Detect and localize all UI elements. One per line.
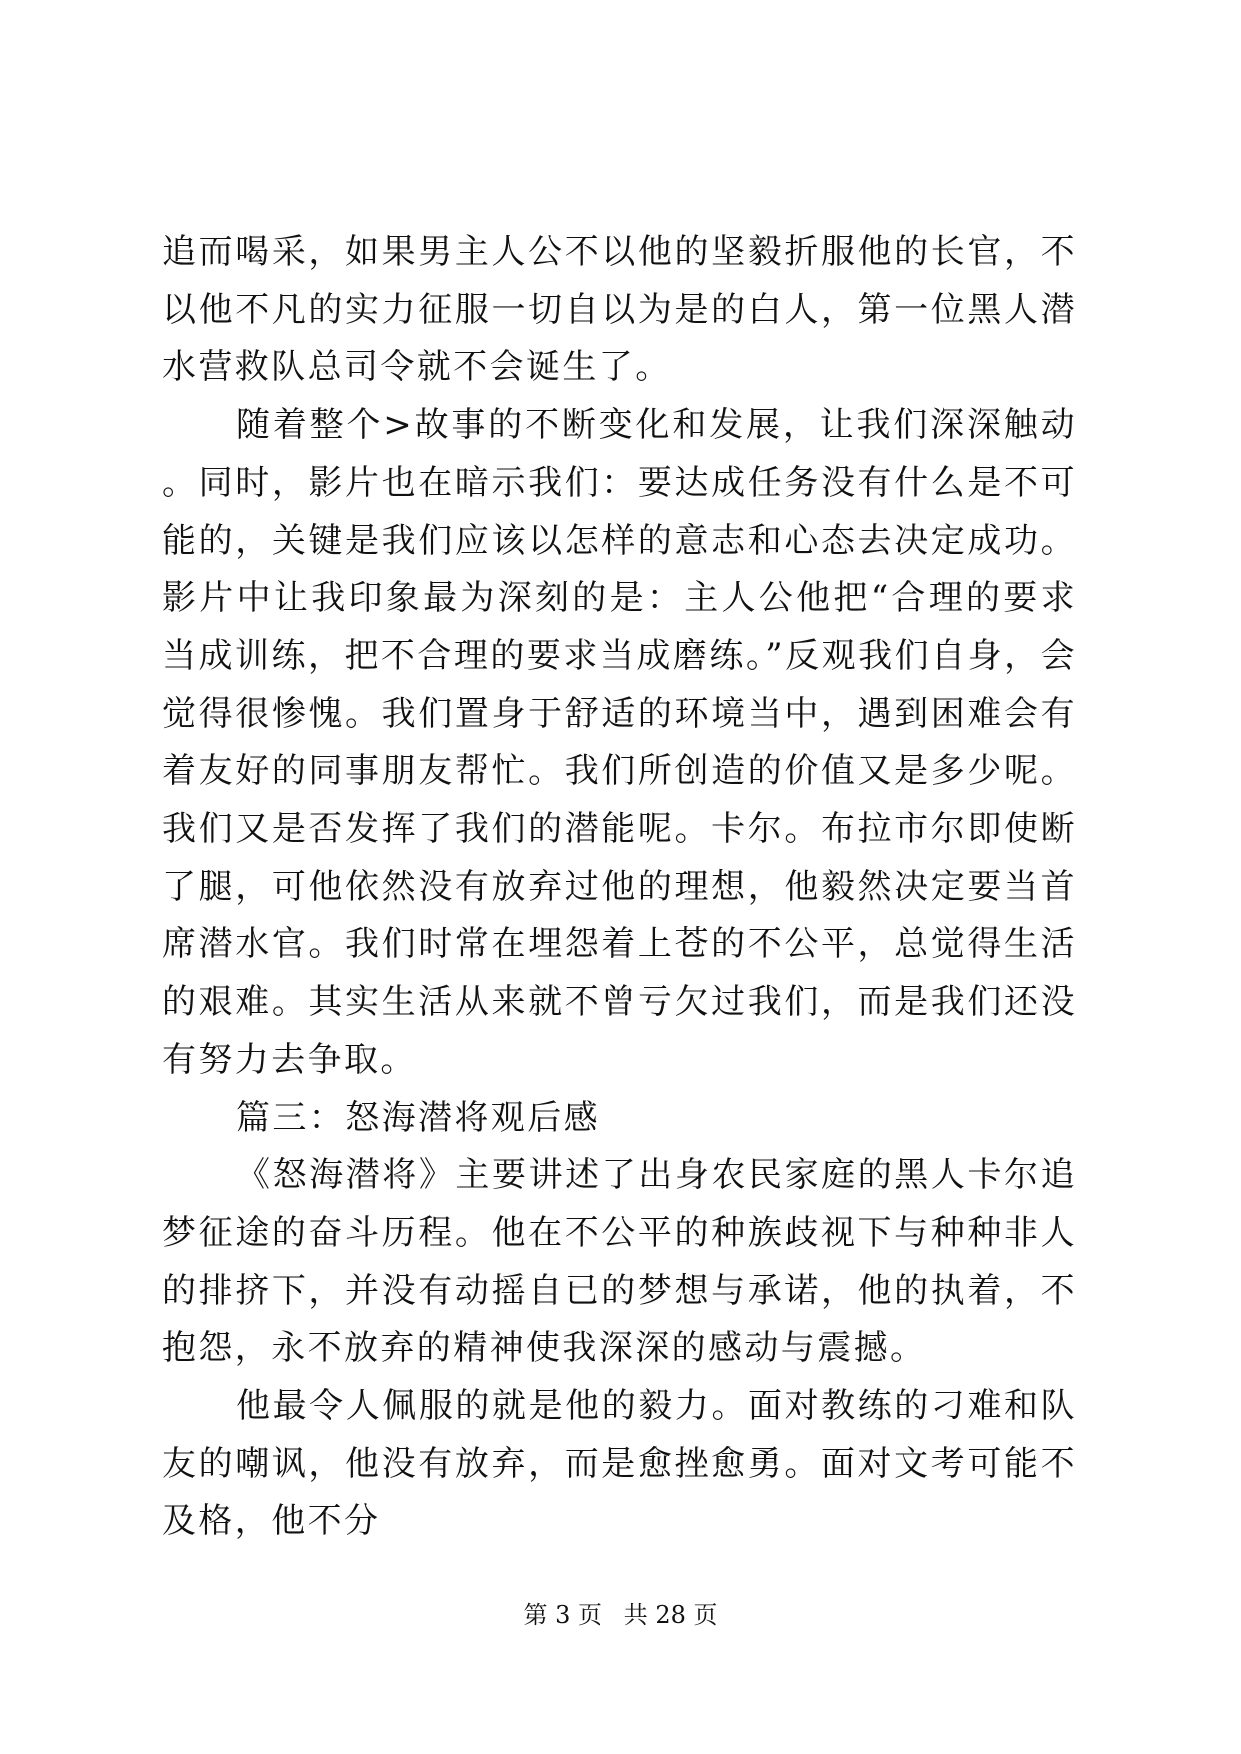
document-body xyxy=(162,224,1077,1551)
paragraph-reflection: 随着整个>故事的不断变化和发展，让我们深深触动。同时，影片也在暗示我们：要达成任务没有什么是不可能的，关键是我们应该以怎样的意志和心态去决定成功。影片中让我印象最为深刻的是：主人公他把“合理的要求当成训练，把不合理的要求当成磨练。”反观我们自身，会觉得很惨愧。我们置身于舒适的环境当中，遇到困难会有着友好的同事朋友帮忙。我们所创造的价值又是多少呢。我们又是否发挥了我们的潜能呢。卡尔。布拉市尔即使断了腿，可他依然没有放弃过他的理想，他毅然决定要当首席潜水官。我们时常在埋怨着上苍的不公平，总觉得生活的艰难。其实生活从来就不曾亏欠过我们，而是我们还没有努力去争取。 xyxy=(162,405,1077,1080)
section-heading: 篇三：怒海潜将观后感 xyxy=(236,1097,600,1138)
page-number: 第 3 页 xyxy=(523,1601,603,1629)
page-footer xyxy=(0,1600,1241,1630)
paragraph-summary: 《怒海潜将》主要讲述了出身农民家庭的黑人卡尔追梦征途的奋斗历程。他在不公平的种族歧视下与种种非人的排挤下，并没有动摇自已的梦想与承诺，他的执着，不抱怨，永不放弃的精神使我深深的感动与震撼。 xyxy=(162,1155,1077,1369)
paragraph-perseverance: 他最令人佩服的就是他的毅力。面对教练的刁难和队友的嘲讽，他没有放弃，而是愈挫愈勇。面对文考可能不及格，他不分 xyxy=(162,1386,1077,1542)
page-total: 共 28 页 xyxy=(623,1601,718,1629)
paragraph-continuation: 追而喝采，如果男主人公不以他的坚毅折服他的长官，不以他不凡的实力征服一切自以为是的白人，第一位黑人潜水营救队总司令就不会诞生了。 xyxy=(162,232,1077,388)
